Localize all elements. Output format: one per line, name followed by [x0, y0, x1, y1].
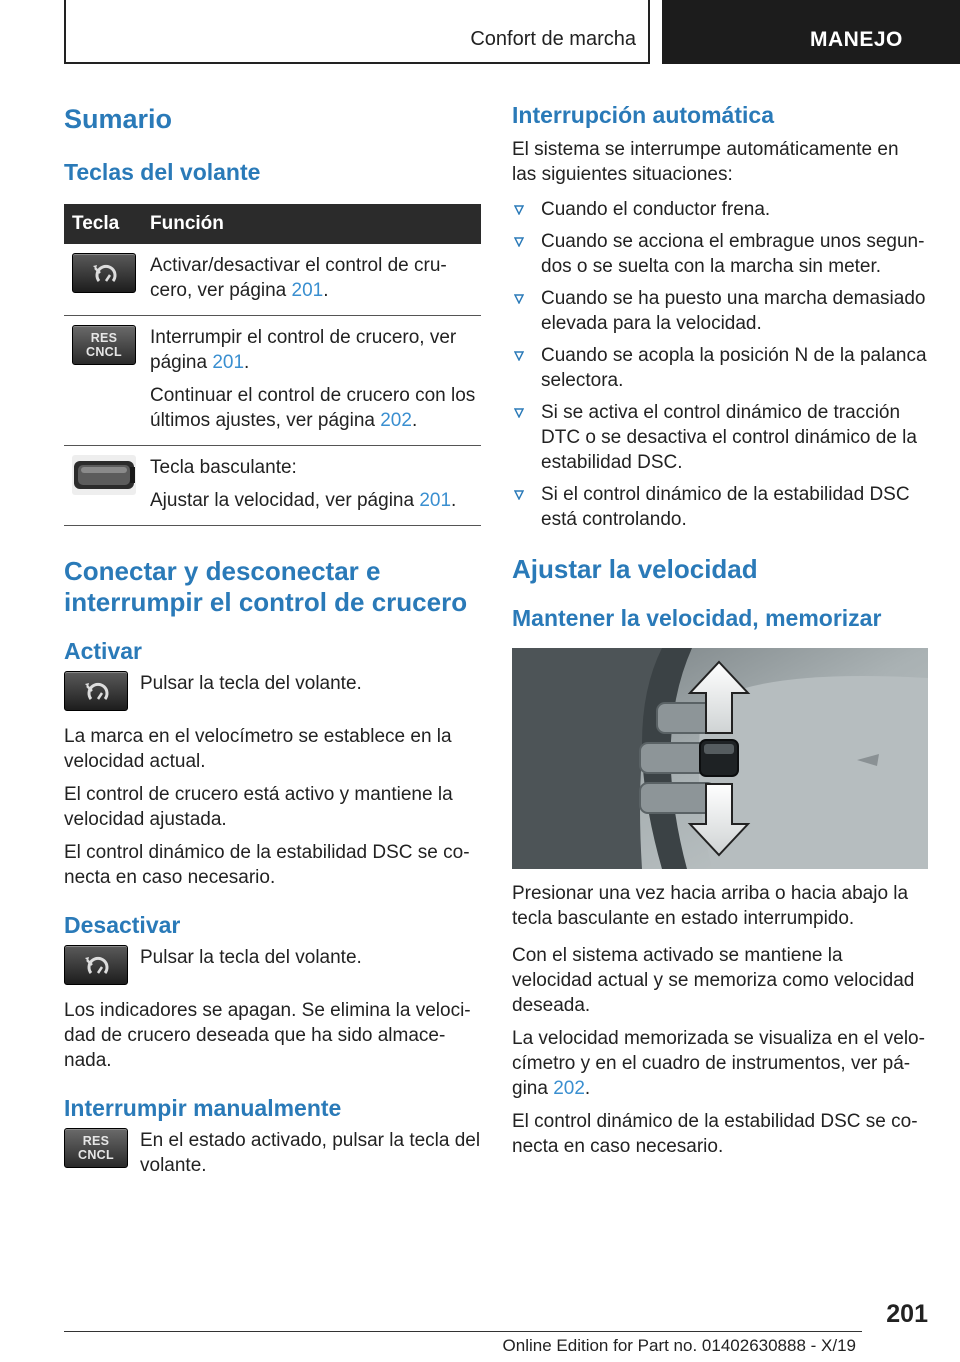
page-link-201[interactable]: 201: [291, 280, 324, 301]
list-item-text: Cuando el conductor frena.: [541, 199, 771, 220]
list-item: [512, 400, 928, 475]
res-label: RES: [90, 331, 118, 345]
list-item-text: Cuando se acopla la posición N de la palanca selectora.: [541, 345, 927, 391]
auto-interrupt-heading: Interrupción automática: [512, 102, 774, 128]
list-item-text: Cuando se acciona el embrague unos segun-dos o se suelta con la marcha sin meter.: [541, 231, 925, 277]
activate-key-row: [64, 671, 481, 711]
list-item: [512, 197, 928, 222]
page-link-202[interactable]: 202: [553, 1078, 585, 1100]
row3-tail2: .: [451, 490, 457, 511]
activate-heading: Activar: [64, 638, 142, 665]
page-title: Sumario: [64, 104, 173, 134]
triangle-bullet-icon: [514, 294, 524, 304]
interrupt-heading: Interrumpir manualmente: [64, 1095, 342, 1122]
keys-table: [64, 204, 481, 526]
table-row: [64, 446, 481, 526]
maintain-speed-heading: Mantener la velocidad, memorizar: [512, 605, 882, 632]
page-link-201[interactable]: 201: [419, 490, 452, 511]
activate-p1: La marca en el velocímetro se establece en la velocidad actual.: [64, 726, 452, 773]
activate-p2: El control de crucero está activo y mantiene la velocidad ajustada.: [64, 784, 453, 831]
triangle-bullet-icon: [514, 351, 524, 361]
cncl-label: CNCL: [78, 1148, 114, 1163]
row3-text2: Ajustar la velocidad, ver página: [150, 490, 420, 511]
row2-text2: Continuar el control de crucero con los últimos ajustes, ver página: [150, 385, 476, 431]
right-column: [512, 100, 928, 1159]
list-item-text: Si el control dinámico de la estabilidad DSC está controlando.: [541, 484, 910, 530]
list-item-text: Si se activa el control dinámico de tracción DTC o se desactiva el control dinámico de la estabilidad DSC.: [541, 402, 917, 473]
header-bottom-rule: [64, 62, 650, 64]
page-link-201[interactable]: 201: [212, 352, 245, 373]
cruise-control-icon: [64, 945, 128, 985]
res-label: RES: [82, 1134, 110, 1149]
interrupt-key-text: En el estado activado, pulsar la tecla del volante.: [140, 1130, 481, 1177]
table-header-row: [64, 204, 481, 244]
section-connect-heading: Conectar y desconectar e interrumpir el control de crucero: [64, 556, 468, 618]
footer-rule: [64, 1331, 862, 1332]
footer-edition: Online Edition for Part no. 01402630888 - X/19: [502, 1336, 856, 1355]
auto-interrupt-list: [512, 197, 928, 532]
page-number: 201: [886, 1300, 928, 1328]
adjust-speed-heading: Ajustar la velocidad: [512, 554, 758, 584]
list-item-text: Cuando se ha puesto una marcha demasiado elevada para la velocidad.: [541, 288, 926, 334]
table-row: [64, 244, 481, 316]
rocker-press-text: Presionar una vez hacia arriba o hacia abajo la tecla basculante en estado interrumpido.: [512, 883, 909, 930]
column-header-key: Tecla: [64, 204, 148, 244]
subtitle-steering-keys: Teclas del volante: [64, 159, 261, 185]
steering-wheel-rocker-photo: [512, 648, 928, 869]
row2-text1: Interrumpir el control de crucero, ver página: [150, 327, 457, 373]
page-link-202[interactable]: 202: [380, 410, 412, 431]
triangle-bullet-icon: [514, 205, 524, 215]
dsc-text: El control dinámico de la estabilidad DSC se co-necta en caso necesario.: [512, 1111, 918, 1158]
row3-text1: Tecla basculante:: [150, 457, 297, 478]
left-column: [64, 100, 481, 1178]
header-chapter-tab[interactable]: MANEJO: [662, 0, 960, 64]
rocker-switch-icon: [72, 455, 136, 495]
cncl-label: CNCL: [86, 345, 122, 359]
deactivate-key-row: [64, 945, 481, 985]
row2-tail2: .: [411, 410, 418, 431]
table-row: [64, 316, 481, 446]
res-cncl-icon: [64, 1128, 128, 1168]
triangle-bullet-icon: [514, 408, 524, 418]
row1-tail: .: [323, 280, 329, 301]
memorized-tail: .: [584, 1078, 591, 1100]
row1-text: Activar/desactivar el control de cru-cero, ver página: [150, 255, 447, 301]
cruise-control-icon: [72, 253, 136, 293]
deactivate-p1: Los indicadores se apagan. Se elimina la veloci-dad de crucero deseada que ha sido almace-nada.: [64, 1000, 471, 1072]
triangle-bullet-icon: [514, 490, 524, 500]
list-item: [512, 286, 928, 336]
list-item: [512, 482, 928, 532]
cruise-control-icon: [64, 671, 128, 711]
list-item: [512, 229, 928, 279]
column-header-function: Función: [148, 204, 481, 244]
activate-p3: El control dinámico de la estabilidad DSC se co-necta en caso necesario.: [64, 842, 470, 889]
deactivate-heading: Desactivar: [64, 912, 181, 939]
triangle-bullet-icon: [514, 237, 524, 247]
res-cncl-icon: [72, 325, 136, 365]
row2-tail1: .: [244, 352, 250, 373]
list-item: [512, 343, 928, 393]
interrupt-key-row: [64, 1128, 481, 1178]
deactivate-key-text: Pulsar la tecla del volante.: [140, 947, 362, 969]
header-divider: [648, 0, 650, 64]
header-section-title: Confort de marcha: [470, 28, 636, 50]
memorized-text: La velocidad memorizada se visualiza en el velo-címetro y en el cuadro de instrumentos, ver pá-gina: [512, 1028, 925, 1100]
activated-text: Con el sistema activado se mantiene la velocidad actual y se memoriza como velocidad deseada.: [512, 945, 915, 1017]
activate-key-text: Pulsar la tecla del volante.: [140, 673, 362, 695]
auto-interrupt-intro: El sistema se interrumpe automáticamente en las siguientes situaciones:: [512, 139, 899, 185]
